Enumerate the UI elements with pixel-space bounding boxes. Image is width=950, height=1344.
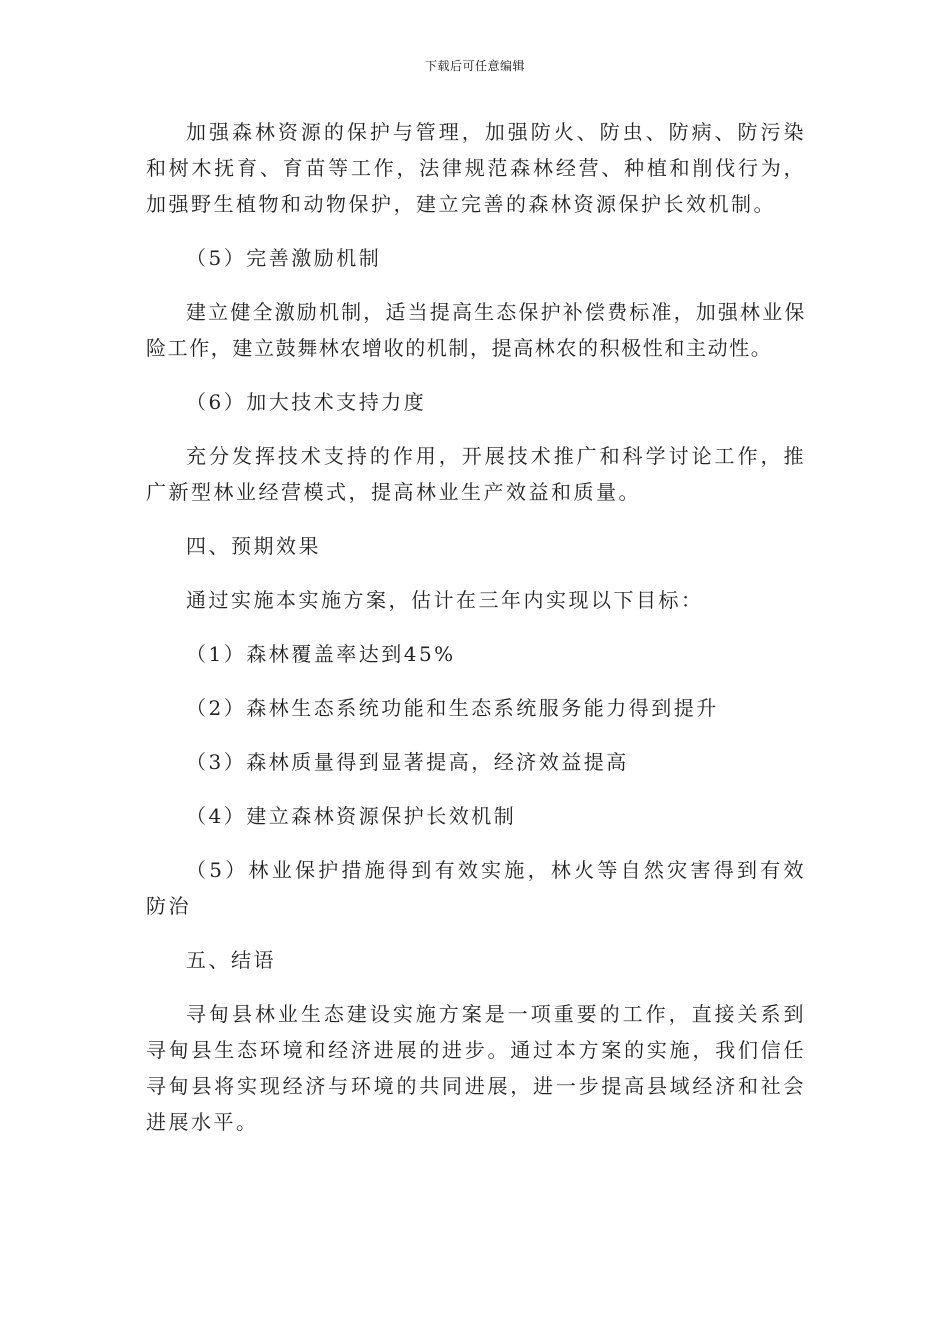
header-note: 下载后可任意编辑 bbox=[424, 59, 525, 73]
heading-technical-support: （6）加大技术支持力度 bbox=[186, 390, 427, 414]
goal-item-5: （5）林业保护措施得到有效实施，林火等自然灾害得到有效防治 bbox=[146, 858, 806, 918]
document-body bbox=[146, 114, 806, 1158]
goal-item-1: （1）森林覆盖率达到45% bbox=[186, 642, 456, 666]
paragraph-incentive-mechanism: 建立健全激励机制，适当提高生态保护补偿费标准，加强林业保险工作，建立鼓舞林农增收的机制，提高林农的积极性和主动性。 bbox=[146, 300, 806, 360]
paragraph-conclusion: 寻甸县林业生态建设实施方案是一项重要的工作，直接关系到寻甸县生态环境和经济进展的进步。通过本方案的实施，我们信任寻甸县将实现经济与环境的共同进展，进一步提高县域经济和社会进展水平。 bbox=[146, 1002, 806, 1134]
section-heading-expected-results: 四、预期效果 bbox=[186, 534, 321, 558]
paragraph-technical-support: 充分发挥技术支持的作用，开展技术推广和科学讨论工作，推广新型林业经营模式，提高林业生产效益和质量。 bbox=[146, 444, 806, 504]
goal-item-3: （3）森林质量得到显著提高，经济效益提高 bbox=[186, 750, 629, 774]
goal-item-2: （2）森林生态系统功能和生态系统服务能力得到提升 bbox=[186, 696, 719, 720]
goal-item-4: （4）建立森林资源保护长效机制 bbox=[186, 804, 517, 828]
paragraph-goals-intro: 通过实施本实施方案，估计在三年内实现以下目标： bbox=[186, 588, 704, 612]
heading-incentive-mechanism: （5）完善激励机制 bbox=[186, 246, 382, 270]
section-heading-conclusion: 五、结语 bbox=[186, 948, 276, 972]
paragraph-forest-protection: 加强森林资源的保护与管理，加强防火、防虫、防病、防污染和树木抚育、育苗等工作，法律规范森林经营、种植和削伐行为，加强野生植物和动物保护，建立完善的森林资源保护长效机制。 bbox=[146, 120, 806, 216]
